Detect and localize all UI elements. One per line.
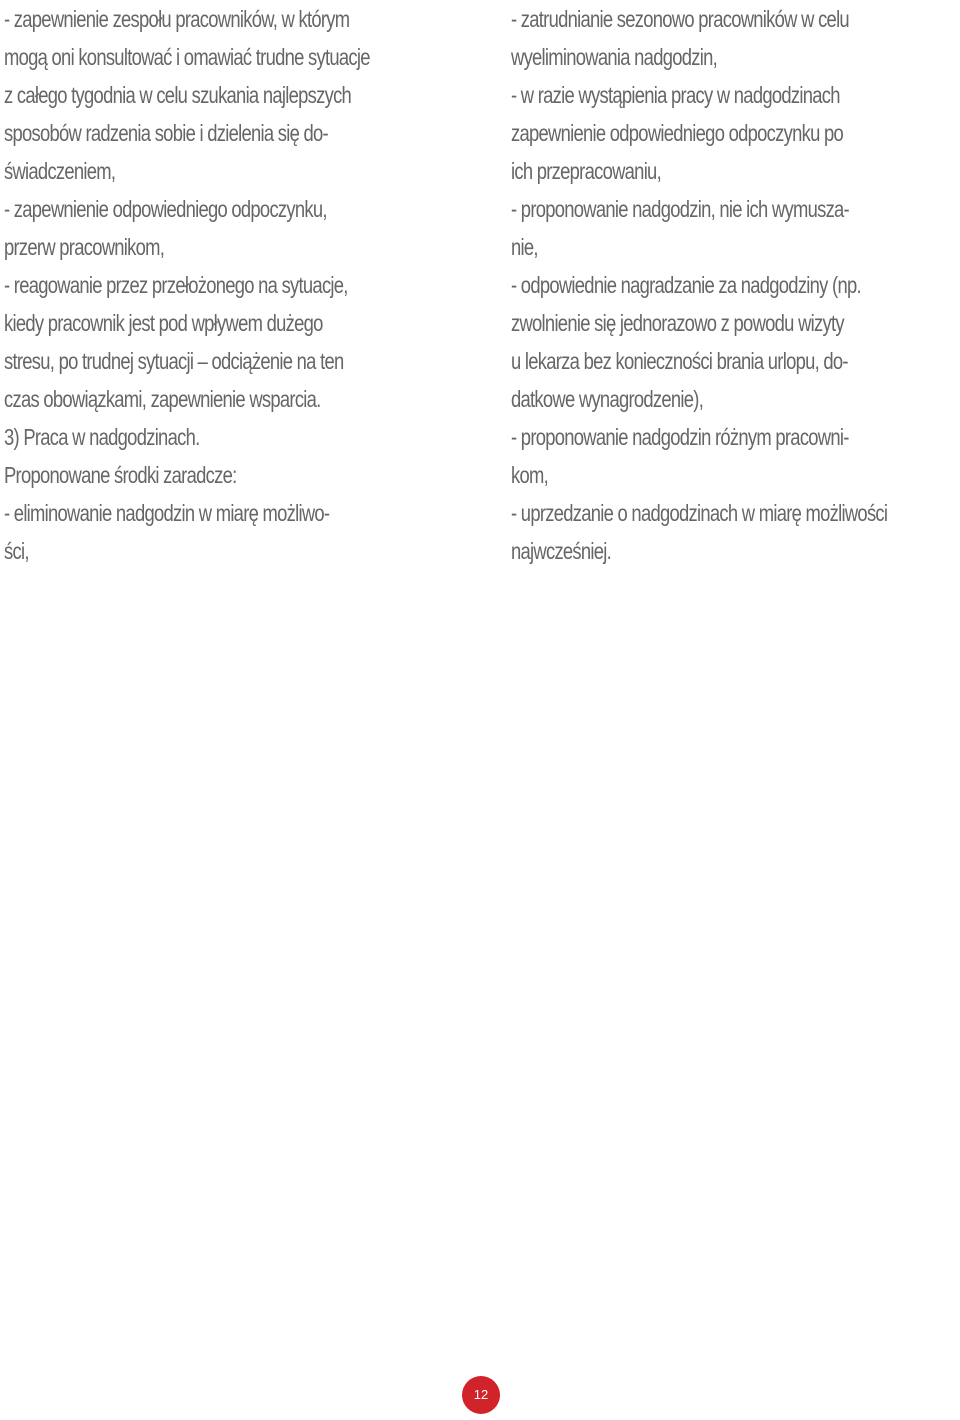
text-line: czas obowiązkami, zapewnienie wsparcia. [4,386,321,412]
text-line: stresu, po trudnej sytuacji – odciążenie na ten [4,348,344,374]
text-line: - zatrudnianie sezonowo pracowników w celu [511,6,849,32]
text-line: - w razie wystąpienia pracy w nadgodzinach [511,82,840,108]
section-heading: 3) Praca w nadgodzinach. [4,424,200,450]
text-line: zapewnienie odpowiedniego odpoczynku po [511,120,844,146]
text-line: najwcześniej. [511,538,612,564]
text-line: - zapewnienie odpowiedniego odpoczynku, [4,196,327,222]
text-line: - proponowanie nadgodzin, nie ich wymusza- [511,196,849,222]
text-line: mogą oni konsultować i omawiać trudne sytuacje [4,44,370,70]
text-line: - odpowiednie nagradzanie za nadgodziny (np. [511,272,861,298]
text-line: zwolnienie się jednorazowo z powodu wizyty [511,310,844,336]
text-line: kom, [511,462,548,488]
text-line: sposobów radzenia sobie i dzielenia się do- [4,120,328,146]
text-line: świadczeniem, [4,158,116,184]
text-line: wyeliminowania nadgodzin, [511,44,717,70]
text-line: nie, [511,234,538,260]
page-number-badge: 12 [462,1376,500,1414]
text-line: przerw pracownikom, [4,234,165,260]
left-text-column [4,0,456,570]
text-line: kiedy pracownik jest pod wpływem dużego [4,310,323,336]
text-line: z całego tygodnia w celu szukania najlepszych [4,82,352,108]
text-line: - eliminowanie nadgodzin w miarę możliwo- [4,500,330,526]
text-line: - uprzedzanie o nadgodzinach w miarę możliwości [511,500,888,526]
text-line: - zapewnienie zespołu pracowników, w którym [4,6,350,32]
subsection-heading: Proponowane środki zaradcze: [4,462,237,488]
right-text-column [511,0,959,570]
text-line: ich przepracowaniu, [511,158,661,184]
text-line: ści, [4,538,29,564]
text-line: u lekarza bez konieczności brania urlopu, do- [511,348,848,374]
text-line: - proponowanie nadgodzin różnym pracowni- [511,424,849,450]
text-line: datkowe wynagrodzenie), [511,386,704,412]
text-line: - reagowanie przez przełożonego na sytuacje, [4,272,348,298]
